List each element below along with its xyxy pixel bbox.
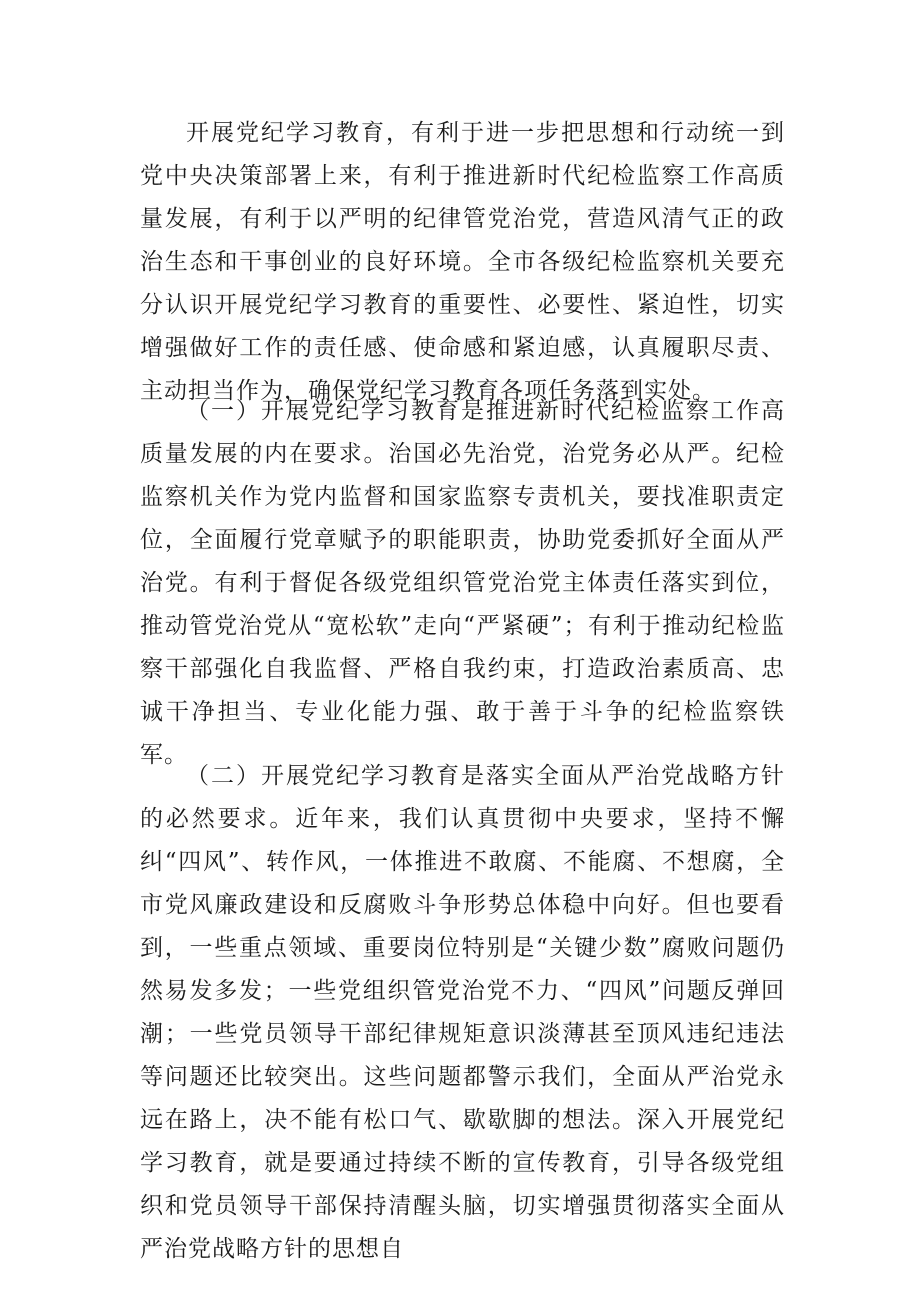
paragraph-section-two	[140, 755, 785, 1271]
paragraph-text: （一）开展党纪学习教育是推进新时代纪检监察工作高质量发展的内在要求。治国必先治党，治党务必从严。纪检监察机关作为党内监督和国家监察专责机关，要找准职责定位，全面履行党章赋予的职能职责，协助党委抓好全面从严治党。有利于督促各级党组织管党治党主体责任落实到位，推动管党治党从“宽松软”走向“严紧硬”；有利于推动纪检监察干部强化自我监督、严格自我约束，打造政治素质高、忠诚干净担当、专业化能力强、敢于善于斗争的纪检监察铁军。	[140, 398, 785, 768]
paragraph-text: 开展党纪学习教育，有利于进一步把思想和行动统一到党中央决策部署上来，有利于推进新时代纪检监察工作高质量发展，有利于以严明的纪律管党治党，营造风清气正的政治生态和干事创业的良好环境。全市各级纪检监察机关要充分认识开展党纪学习教育的重要性、必要性、紧迫性，切实增强做好工作的责任感、使命感和紧迫感，认真履职尽责、主动担当作为，确保党纪学习教育各项任务落到实处。	[140, 120, 785, 404]
paragraph-section-one	[140, 390, 785, 777]
paragraph-text: （二）开展党纪学习教育是落实全面从严治党战略方针的必然要求。近年来，我们认真贯彻中央要求，坚持不懈纠“四风”、转作风，一体推进不敢腐、不能腐、不想腐，全市党风廉政建设和反腐败斗争形势总体稳中向好。但也要看到，一些重点领域、重要岗位特别是“关键少数”腐败问题仍然易发多发；一些党组织管党治党不力、“四风”问题反弹回潮；一些党员领导干部纪律规矩意识淡薄甚至顶风违纪违法等问题还比较突出。这些问题都警示我们，全面从严治党永远在路上，决不能有松口气、歇歇脚的想法。深入开展党纪学习教育，就是要通过持续不断的宣传教育，引导各级党组织和党员领导干部保持清醒头脑，切实增强贯彻落实全面从严治党战略方针的思想自	[140, 763, 785, 1262]
paragraph-intro	[140, 112, 785, 413]
